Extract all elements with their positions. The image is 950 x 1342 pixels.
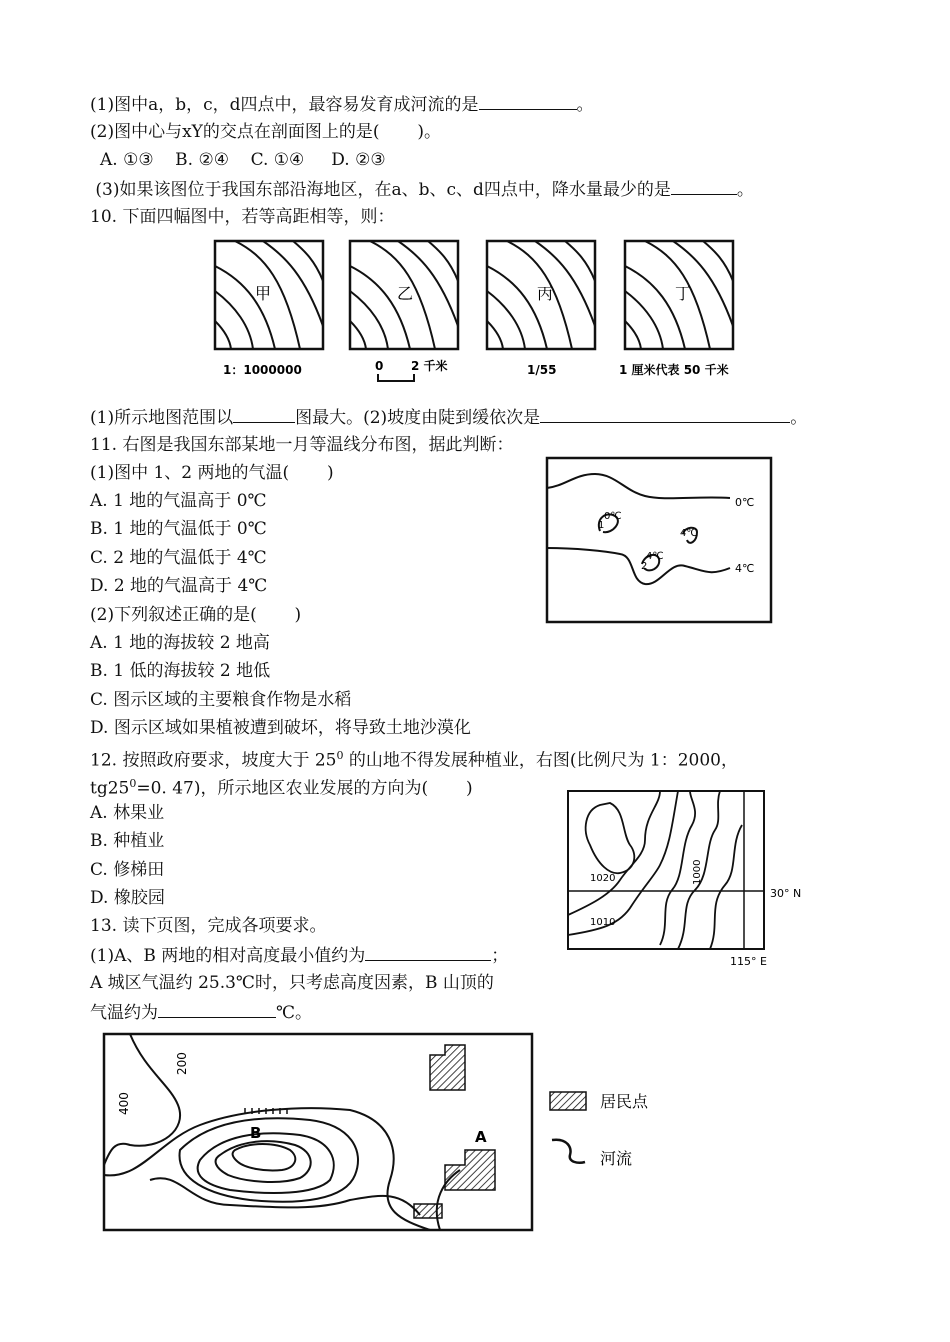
- q13-part3: 气温约为 ℃。: [90, 1003, 313, 1023]
- contour-1020: 1020: [590, 873, 616, 884]
- contour-1010: 1010: [590, 917, 616, 928]
- topographic-map-q13: [100, 1030, 700, 1235]
- q10-stem: 10. 下面四幅图中，若等高距相等，则：: [90, 207, 395, 227]
- settlement-1: [430, 1045, 465, 1090]
- q12-option-a: A. 林果业: [90, 803, 165, 823]
- contour-1000: 1000: [692, 859, 703, 885]
- scale-yi-zero: 0: [375, 359, 384, 373]
- legend-river-icon: [552, 1140, 585, 1163]
- legend-settlement-label: 居民点: [600, 1092, 649, 1111]
- contour-200: 200: [175, 1052, 189, 1075]
- map-label-bing: 丙: [536, 284, 554, 303]
- longitude-label: 115° E: [730, 955, 767, 968]
- q11-option-b: B. 1 地的气温低于 0℃: [90, 519, 267, 539]
- q11-option-a: A. 1 地的气温高于 0℃: [90, 491, 267, 511]
- point-1: 1: [598, 520, 605, 531]
- q9-part3: (3)如果该图位于我国东部沿海地区，在a、b、c、d四点中，降水量最少的是 。: [90, 180, 754, 200]
- isotherm-4c-a: 4℃: [680, 528, 698, 539]
- q12-option-b: B. 种植业: [90, 831, 165, 851]
- answer-blank[interactable]: [158, 1001, 276, 1018]
- point-B: B: [250, 1124, 262, 1142]
- answer-blank[interactable]: [365, 944, 491, 961]
- map-ding: [625, 241, 733, 349]
- map-jia: [215, 241, 323, 349]
- point-A: A: [475, 1128, 487, 1146]
- settlement-A: [445, 1150, 495, 1190]
- q11-option2-a: A. 1 地的海拔较 2 地高: [90, 633, 270, 653]
- isotherm-4c: 4℃: [735, 562, 755, 575]
- q9-part1: (1)图中a，b，c，d四点中，最容易发育成河流的是 。: [90, 95, 594, 115]
- q11-option2-c: C. 图示区域的主要粮食作物是水稻: [90, 690, 352, 710]
- q11-option2-b: B. 1 低的海拔较 2 地低: [90, 661, 271, 681]
- settlement-small: [414, 1204, 442, 1218]
- scale-yi: 2 千米: [411, 359, 448, 373]
- q9-part2: (2)图中心与xY的交点在剖面图上的是( )。: [90, 122, 441, 142]
- map-yi: [350, 241, 458, 349]
- map-label-jia: 甲: [254, 284, 272, 303]
- answer-blank[interactable]: [233, 406, 295, 423]
- isotherm-4c-b: 4℃: [646, 551, 664, 562]
- q11-option-c: C. 2 地的气温低于 4℃: [90, 548, 267, 568]
- point-2: 2: [641, 561, 648, 572]
- contour-400: 400: [117, 1092, 131, 1115]
- latitude-label: 30° N: [770, 887, 802, 900]
- scale-bing: 1/55: [527, 363, 557, 377]
- q13-part2: A 城区气温约 25.3℃时，只考虑高度因素，B 山顶的: [90, 973, 494, 993]
- scale-ding: 1 厘米代表 50 千米: [619, 363, 729, 377]
- q12-option-c: C. 修梯田: [90, 860, 165, 880]
- q13-part1: (1)A、B 两地的相对高度最小值约为 ；: [90, 946, 509, 966]
- q10-question: (1)所示地图范围以 图最大。(2)坡度由陡到缓依次是 。: [90, 408, 808, 428]
- q13-stem: 13. 读下页图，完成各项要求。: [90, 916, 327, 936]
- q9-options: A. ①③ B. ②④ C. ①④ D. ②③: [100, 150, 386, 170]
- q12-option-d: D. 橡胶园: [90, 888, 165, 908]
- scale-jia: 1：1000000: [223, 363, 302, 377]
- q11-option-d: D. 2 地的气温高于 4℃: [90, 576, 268, 596]
- legend-river-label: 河流: [600, 1149, 633, 1168]
- map-bing: [487, 241, 595, 349]
- q11-option2-d: D. 图示区域如果植被遭到破坏，将导致土地沙漠化: [90, 718, 471, 738]
- isotherm-map: [545, 456, 775, 626]
- answer-blank[interactable]: [540, 406, 790, 423]
- contour-map-q12: [560, 785, 810, 970]
- q10-four-maps: [205, 236, 750, 386]
- isotherm-0c: 0℃: [735, 496, 755, 509]
- q12-stem-line1: 12. 按照政府要求，坡度大于 $25^0$ 的山地不得发展种植业，右图(比例尺为 1：2000，: [90, 749, 739, 771]
- q11-stem: 11. 右图是我国东部某地一月等温线分布图，据此判断：: [90, 435, 514, 455]
- map-label-ding: 丁: [674, 284, 692, 303]
- isotherm-0c-local: 0℃: [604, 511, 622, 522]
- scale-bar: [378, 374, 414, 381]
- q11-part1: (1)图中 1、2 两地的气温( ): [90, 463, 334, 483]
- legend-settlement-icon: [550, 1092, 586, 1110]
- map-label-yi: 乙: [396, 284, 414, 303]
- q11-part2: (2)下列叙述正确的是( ): [90, 605, 302, 625]
- q12-stem-line2: $tg25^0=0$. 47)，所示地区农业发展的方向为( ): [90, 777, 473, 799]
- answer-blank[interactable]: [479, 93, 577, 110]
- answer-blank[interactable]: [671, 178, 737, 195]
